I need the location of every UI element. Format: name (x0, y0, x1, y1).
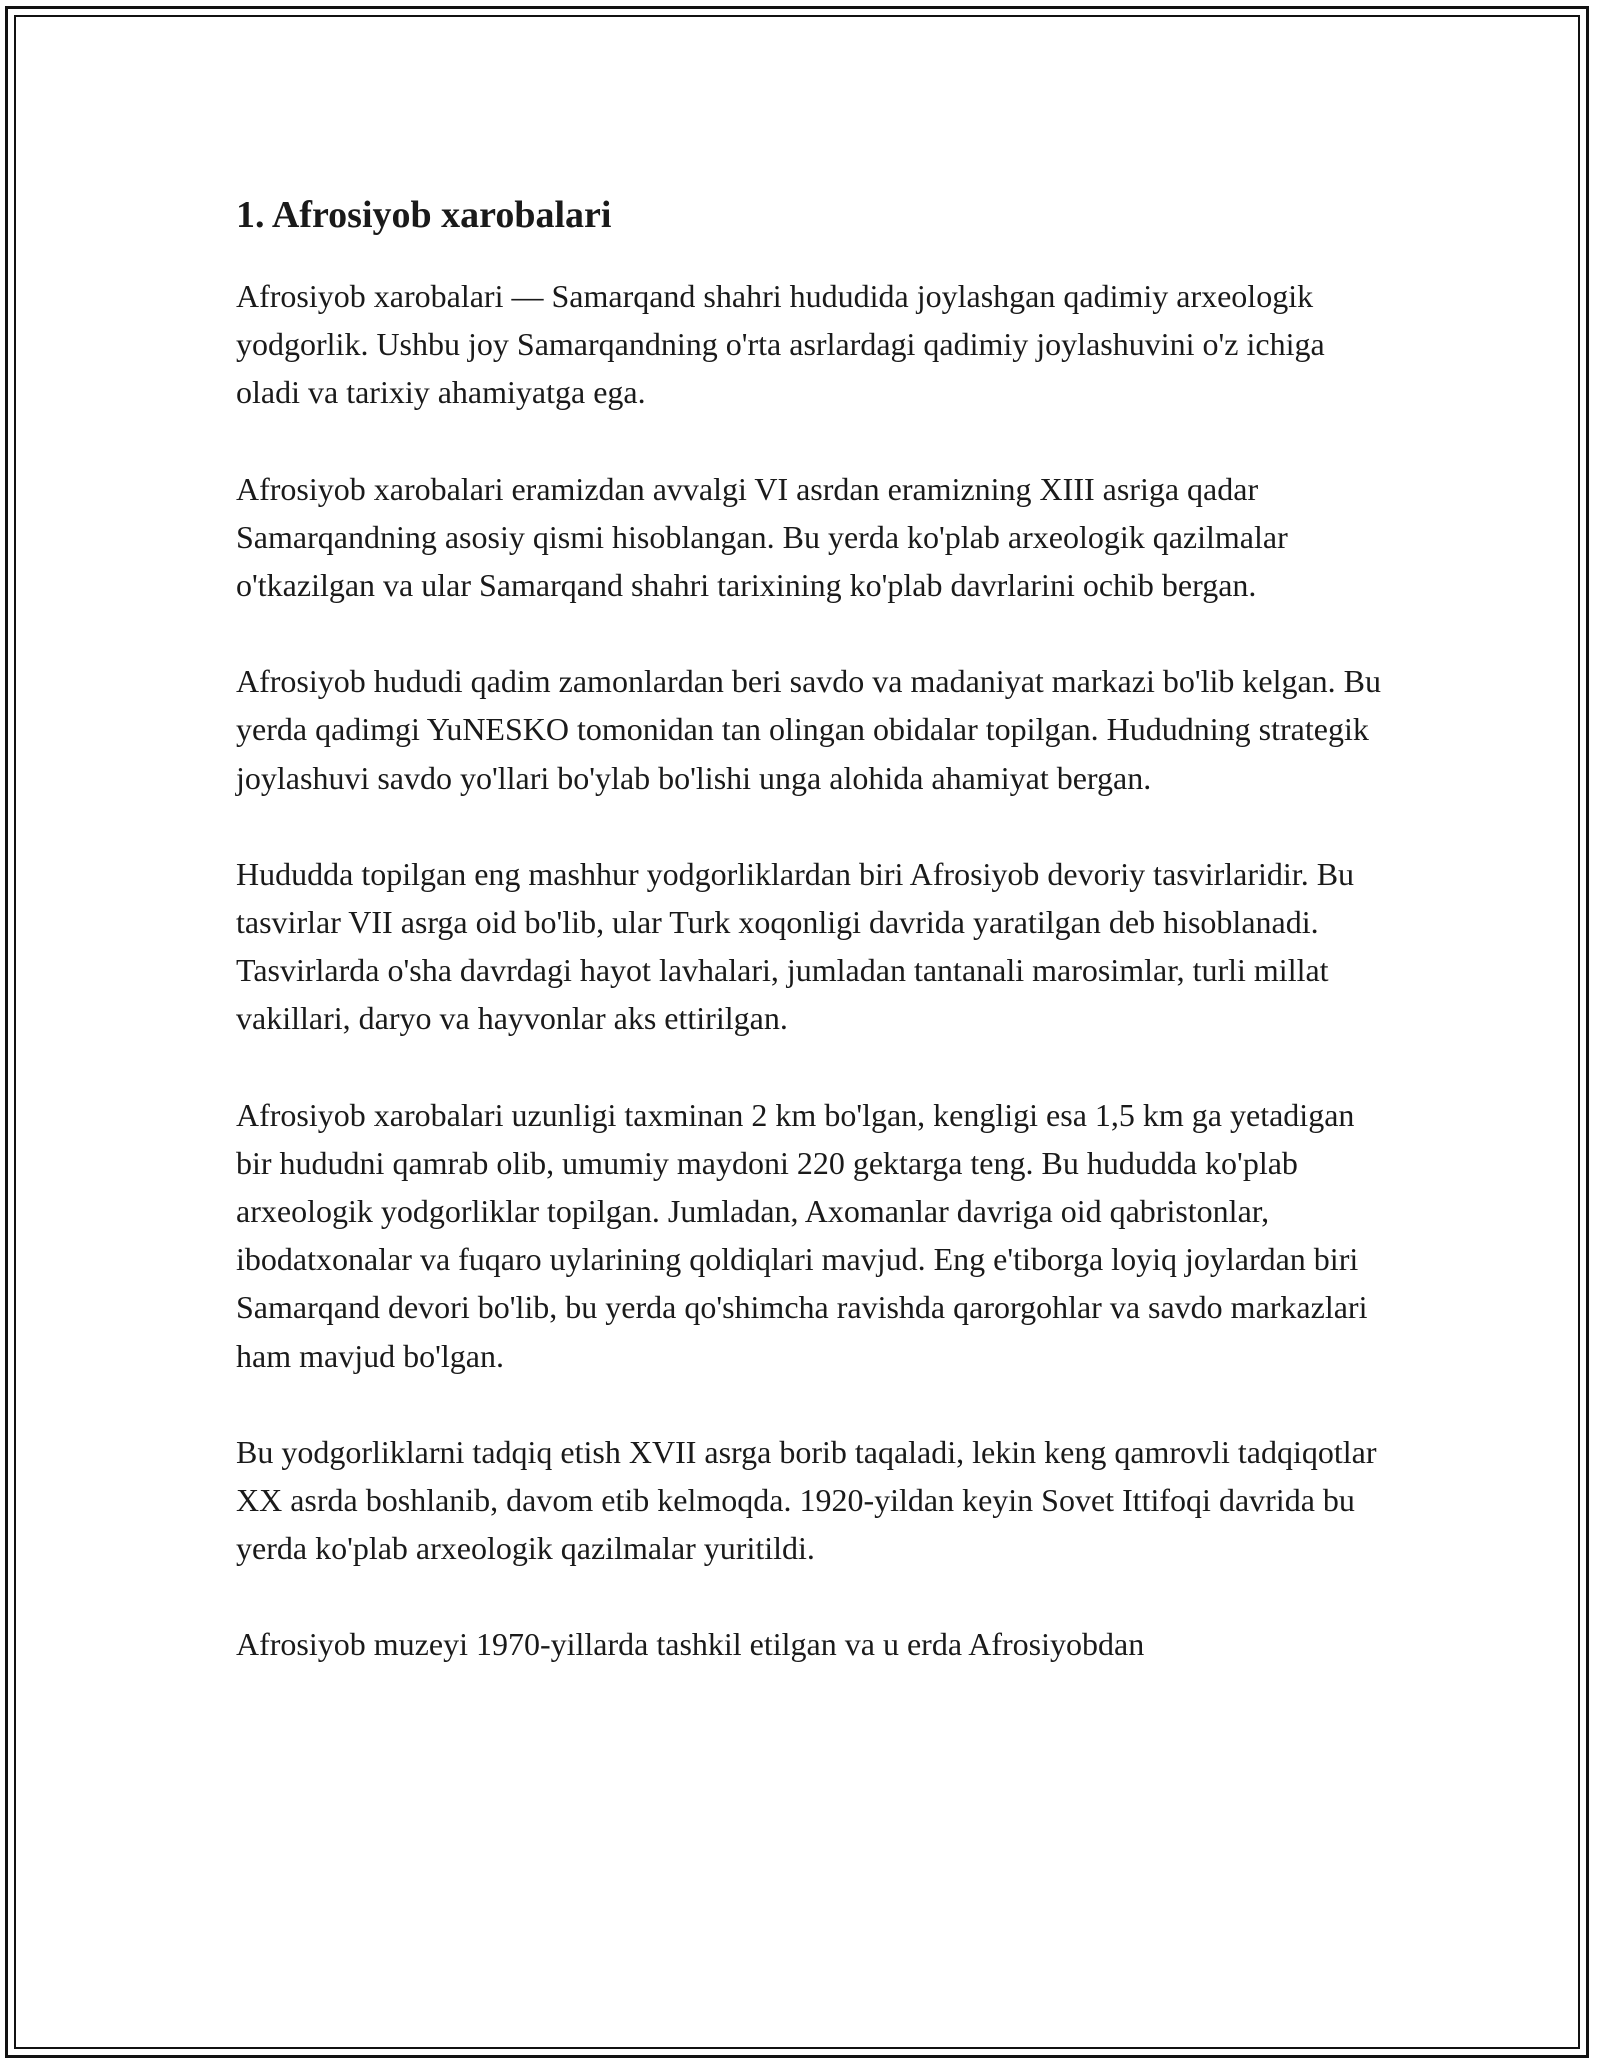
paragraph-3: Afrosiyob hududi qadim zamonlardan beri savdo va madaniyat markazi bo'lib kelgan. Bu yerda qadimgi YuNESKO tomonidan tan olingan obidalar topilgan. Hududning strategik joylashuvi savdo yo'llari bo'ylab bo'lishi unga alohida ahamiyat bergan. (236, 663, 1382, 796)
paragraph-1: Afrosiyob xarobalari — Samarqand shahri hududida joylashgan qadimiy arxeologik yodgorlik. Ushbu joy Samarqandning o'rta asrlardagi qadimiy joylashuvini o'z ichiga oladi va tarixiy ahamiyatga ega. (236, 278, 1325, 411)
paragraph-4: Hududda topilgan eng mashhur yodgorliklardan biri Afrosiyob devoriy tasvirlaridir. Bu tasvirlar VII asrga oid bo'lib, ular Turk xoqonligi davrida yaratilgan deb hisoblanadi. Tasvirlarda o'sha davrdagi hayot lavhalari, jumladan tantanali marosimlar, turli millat vakillari, daryo va hayvonlar aks ettirilgan. (236, 855, 1355, 1037)
document-body (236, 188, 1386, 1717)
paragraph-2: Afrosiyob xarobalari eramizdan avvalgi VI asrdan eramizning XIII asriga qadar Samarqandning asosiy qismi hisoblangan. Bu yerda ko'plab arxeologik qazilmalar o'tkazilgan va ular Samarqand shahri tarixining ko'plab davrlarini ochib bergan. (236, 470, 1288, 604)
page-title: 1. Afrosiyob xarobalari (236, 194, 612, 236)
paragraph-6: Bu yodgorliklarni tadqiq etish XVII asrga borib taqaladi, lekin keng qamrovli tadqiqotlar XX asrda boshlanib, davom etib kelmoqda. 1920-yildan keyin Sovet Ittifoqi davrida bu yerda ko'plab arxeologik qazilmalar yuritildi. (236, 1433, 1377, 1567)
paragraph-7: Afrosiyob muzeyi 1970-yillarda tashkil etilgan va u erda Afrosiyobdan (236, 1626, 1145, 1663)
paragraph-5: Afrosiyob xarobalari uzunligi taxminan 2 km bo'lgan, kengligi esa 1,5 km ga yetadigan bir hududni qamrab olib, umumiy maydoni 220 gektarga teng. Bu hududda ko'plab arxeologik yodgorliklar topilgan. Jumladan, Axomanlar davriga oid qabristonlar, ibodatxonalar va fuqaro uylarining qoldiqlari mavjud. Eng e'tiborga loyiq joylardan biri Samarqand devori bo'lib, bu yerda qo'shimcha ravishda qarorgohlar va savdo markazlari ham mavjud bo'lgan. (236, 1096, 1368, 1374)
